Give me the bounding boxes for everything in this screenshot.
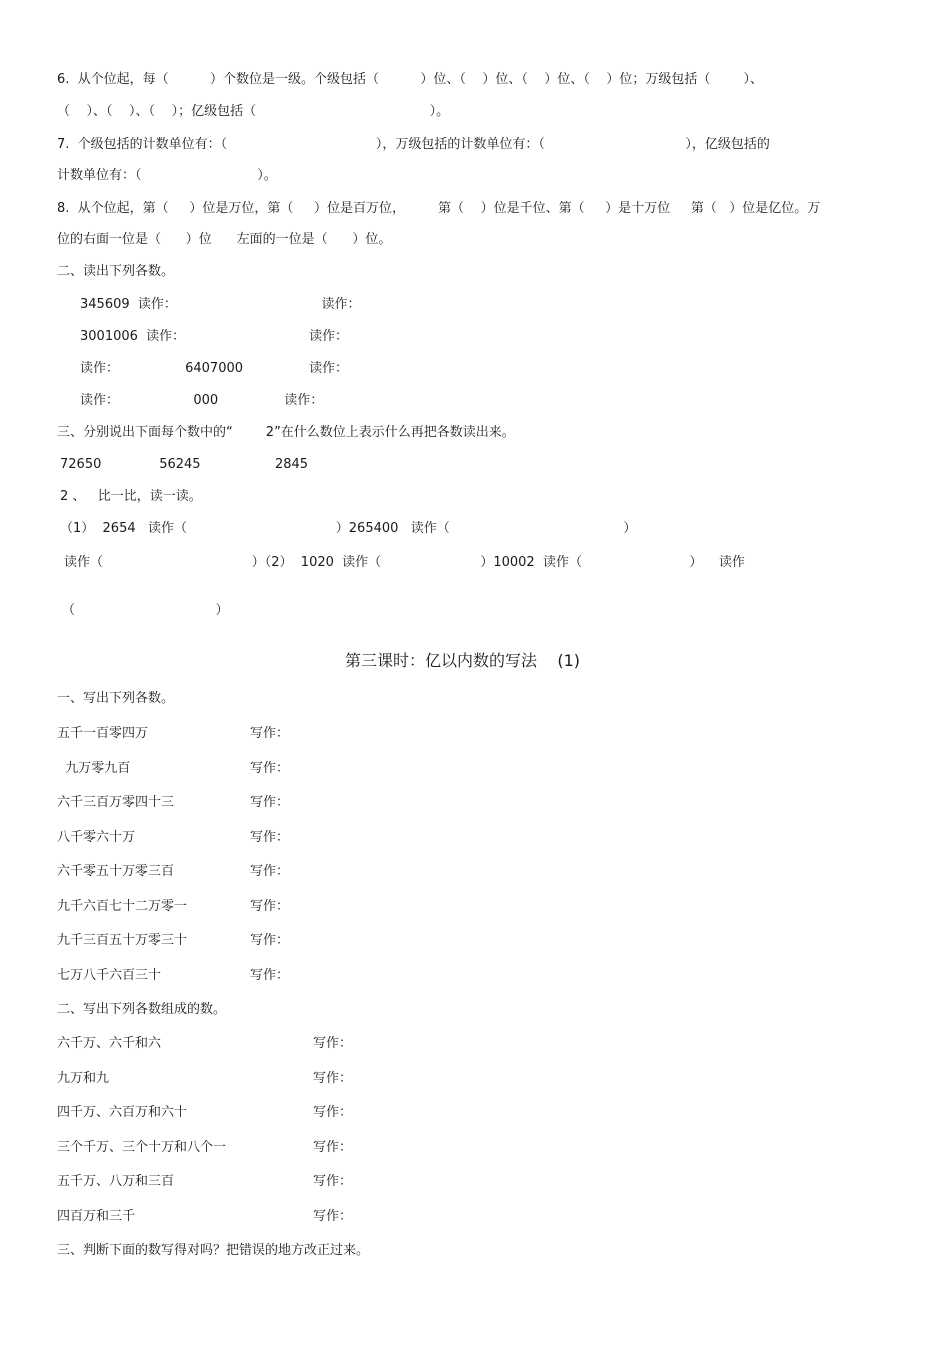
write-numbers-heading: 一、写出下列各数。 [57, 691, 175, 706]
write-numbers-item-label: 九千六百七十二万零一 [57, 898, 188, 914]
write-numbers-item-label: 六千零五十万零三百 [57, 864, 175, 879]
write-numbers-write-label: 写作： [250, 795, 290, 810]
question-7-line-1: 7. 个级包括的计数单位有：（ ），万级包括的计数单位有：（ ），亿级包括的 [57, 137, 770, 152]
compare-line-1: （1） 2654 读作（ ）265400 读作（ ） [60, 521, 637, 536]
lesson-title: 第三课时：亿以内数的写法 (1) [345, 651, 581, 670]
digit-2-numbers: 72650 56245 2845 [60, 457, 309, 472]
write-numbers-write-label: 写作： [250, 933, 290, 948]
compare-heading: 2 、 比一比，读一读。 [60, 489, 202, 504]
compose-numbers-write-label: 写作： [313, 1139, 353, 1155]
compose-numbers-item-label: 六千万、六千和六 [57, 1036, 162, 1051]
question-6-line-2: （ ）、（ ）、（ ）；亿级包括（ ）。 [57, 104, 450, 119]
judge-section-heading: 三、判断下面的数写得对吗？把错误的地方改正过来。 [57, 1243, 370, 1258]
write-numbers-write-label: 写作： [250, 967, 290, 983]
read-row-2: 3001006 读作： 读作： [80, 329, 349, 344]
write-numbers-item-label: 九万零九百 [57, 760, 131, 776]
write-numbers-write-label: 写作： [250, 864, 290, 879]
write-numbers-item-label: 八千零六十万 [57, 829, 136, 845]
read-row-3: 读作： 6407000 读作： [80, 361, 349, 376]
write-numbers-write-label: 写作： [250, 760, 290, 776]
compose-numbers-write-label: 写作： [313, 1070, 353, 1086]
write-numbers-write-label: 写作： [250, 829, 290, 845]
question-8-line-1: 8. 从个位起，第（ ）位是万位，第（ ）位是百万位， 第（ ）位是千位、第（ ）是十万位 第（ ）位是亿位。万 [57, 201, 821, 216]
compose-numbers-item-label: 九万和九 [57, 1070, 110, 1086]
read-row-4: 读作： 000 读作： [80, 393, 324, 408]
write-numbers-write-label: 写作： [250, 898, 290, 914]
question-7-line-2: 计数单位有：（ ）。 [57, 168, 277, 183]
write-numbers-item-label: 五千一百零四万 [57, 726, 149, 741]
compare-line-2: 读作（ ）（2） 1020 读作（ ）10002 读作（ ） 读作 [64, 555, 745, 570]
compose-numbers-write-label: 写作： [313, 1174, 353, 1190]
compose-numbers-write-label: 写作： [313, 1105, 353, 1121]
compare-line-3: （ ） [62, 603, 229, 618]
compose-numbers-write-label: 写作： [313, 1209, 353, 1224]
question-8-line-2: 位的右面一位是（ ）位 左面的一位是（ ）位。 [57, 232, 392, 247]
write-numbers-item-label: 六千三百万零四十三 [57, 795, 175, 810]
compose-numbers-item-label: 五千万、八万和三百 [57, 1174, 175, 1190]
compose-numbers-item-label: 四百万和三千 [57, 1209, 136, 1224]
compose-numbers-item-label: 四千万、六百万和六十 [57, 1105, 188, 1121]
question-6-line-1: 6. 从个位起，每（ ）个数位是一级。个级包括（ ）位、（ ）位、（ ）位、（ ）位；万级包括（ ）、 [57, 72, 763, 87]
write-numbers-write-label: 写作： [250, 726, 290, 741]
write-numbers-item-label: 九千三百五十万零三十 [57, 933, 188, 948]
read-section-heading: 二、读出下列各数。 [57, 264, 175, 279]
compose-numbers-write-label: 写作： [313, 1036, 353, 1051]
digit-2-heading: 三、分别说出下面每个数中的“ 2”在什么数位上表示什么再把各数读出来。 [57, 425, 515, 440]
read-row-1: 345609 读作： 读作： [80, 297, 361, 312]
compose-numbers-item-label: 三个千万、三个十万和八个一 [57, 1139, 227, 1155]
compose-numbers-heading: 二、写出下列各数组成的数。 [57, 1002, 227, 1017]
write-numbers-item-label: 七万八千六百三十 [57, 967, 162, 983]
